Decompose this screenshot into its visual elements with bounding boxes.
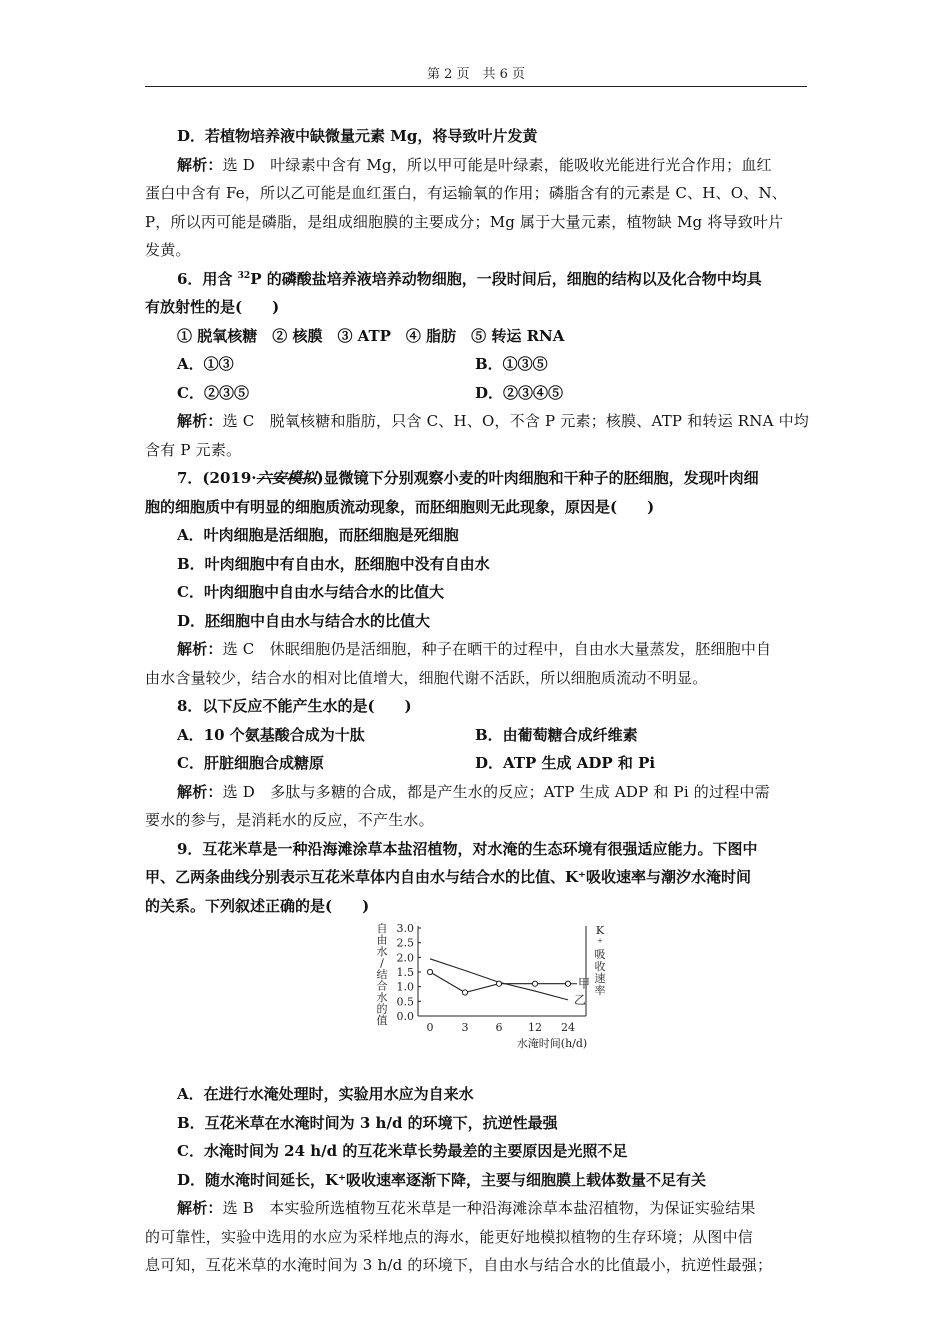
q9-stem-line-2: 甲、乙两条曲线分别表示互花米草体内自由水与结合水的比值、K⁺吸收速率与潮汐水淹时间 — [145, 868, 751, 886]
y-axis-label-char: 合 — [376, 979, 388, 993]
series-jia-point — [427, 969, 432, 974]
q8-option-c: C．肝脏细胞合成糖原 — [177, 754, 324, 772]
q9-option-a: A．在进行水淹处理时，实验用水应为自来水 — [177, 1085, 474, 1103]
y-axis-label-char: 值 — [376, 1014, 388, 1027]
q8-option-d: D．ATP 生成 ADP 和 Pi — [475, 754, 656, 772]
q7-analysis-line-2: 由水含量较少，结合水的相对比值增大，细胞代谢不活跃，所以细胞质流动不明显。 — [145, 668, 708, 687]
q7-analysis-line-1: 解析：选 C 休眠细胞仍是活细胞，种子在晒干的过程中，自由水大量蒸发，胚细胞中自 — [177, 640, 772, 658]
analysis-label: 解析： — [177, 640, 223, 658]
q6-option-b: B．①③⑤ — [475, 355, 548, 373]
y-axis-right-label-char: ⁺ — [597, 936, 603, 949]
q6-option-d: D．②③④⑤ — [475, 383, 564, 402]
y-axis-right-label-char: 速 — [594, 972, 606, 985]
y-axis-label-char: / — [380, 956, 384, 970]
analysis-label: 解析： — [177, 1199, 223, 1217]
q7-option-b: B．叶肉细胞中有自由水，胚细胞中没有自由水 — [177, 554, 490, 573]
q9-analysis-line-2: 的可靠性，实验中选用的水应为采样地点的海水，能更好地模拟植物的生存环境；从图中信 — [145, 1227, 754, 1246]
q5-option-d: D．若植物培养液中缺微量元素 Mg，将导致叶片发黄 — [177, 127, 538, 145]
q9-stem-line-3: 的关系。下列叙述正确的是( ) — [145, 896, 370, 915]
y-tick-label: 0.0 — [396, 1010, 414, 1023]
y-axis-label-char: 自 — [376, 922, 388, 935]
q9-option-c: C．水淹时间为 24 h/d 的互花米草长势最差的主要原因是光照不足 — [177, 1142, 628, 1160]
q8-analysis-line-1: 解析：选 D 多肽与多糖的合成，都是产生水的反应；ATP 生成 ADP 和 Pi 的过程中需 — [177, 782, 770, 801]
y-tick-label: 0.5 — [396, 995, 414, 1009]
document-body — [145, 122, 807, 1280]
y-axis-label-char: 的 — [376, 1002, 388, 1016]
x-tick-label: 24 — [561, 1021, 575, 1034]
y-tick-label: 2.0 — [396, 951, 414, 965]
x-tick-label: 12 — [528, 1021, 542, 1034]
q7-stem-line-2: 胞的细胞质中有明显的细胞质流动现象，而胚细胞则无此现象，原因是( ) — [145, 497, 655, 516]
y-axis-label-char: 水 — [376, 945, 388, 958]
q7-source: 六安模拟 — [256, 469, 317, 487]
analysis-label: 解析： — [177, 412, 223, 430]
q8-options-row-2 — [145, 749, 807, 778]
q8-option-a: A．10 个氨基酸合成为十肽 — [177, 725, 365, 744]
y-tick-label: 1.5 — [396, 966, 414, 979]
q9-stem-line-1: 9．互花米草是一种沿海滩涂草本盐沼植物，对水淹的生态环境有很强适应能力。下图中 — [177, 839, 758, 858]
y-axis-label-char: 水 — [376, 991, 388, 1004]
q6-options-row-2 — [145, 379, 807, 408]
analysis-label: 解析： — [177, 782, 223, 801]
y-tick-label: 1.0 — [396, 980, 414, 994]
series-jia-point — [496, 981, 501, 986]
page-number: 第 2 页 共 6 页 — [426, 67, 526, 82]
q6-analysis-line-1: 解析：选 C 脱氧核糖和脂肪，只含 C、H、O，不含 P 元素；核膜、ATP 和转运 RNA 中均 — [177, 412, 809, 430]
q8-analysis-line-2: 要水的参与，是消耗水的反应，不产生水。 — [145, 811, 434, 829]
series-jia-point — [565, 981, 570, 986]
q7-option-a: A．叶肉细胞是活细胞，而胚细胞是死细胞 — [177, 526, 459, 544]
series-jia-point — [532, 981, 537, 986]
q9-analysis-line-3: 息可知，互花米草的水淹时间为 3 h/d 的环境下，自由水与结合水的比值最小，抗逆性最强； — [145, 1256, 773, 1274]
q6-option-a: A．①③ — [177, 355, 234, 373]
q6-stem-line-2: 有放射性的是( ) — [145, 298, 280, 316]
x-tick-label: 6 — [495, 1021, 503, 1034]
x-tick-label: 3 — [461, 1021, 469, 1034]
y-axis-right-label-char: 收 — [594, 960, 606, 973]
q7-stem-line-1: 7．(2019·六安模拟)显微镜下分别观察小麦的叶肉细胞和干种子的胚细胞，发现叶肉细 — [177, 469, 759, 487]
x-tick-label: 0 — [426, 1021, 434, 1034]
series-jia-point — [462, 990, 467, 995]
q6-stem-line-1: 6．用含 $^{32}$P 的磷酸盐培养液培养动物细胞，一段时间后，细胞的结构以及化合物中均具 — [177, 269, 762, 288]
q6-options-row-1 — [145, 350, 807, 379]
y-axis-right-label-char: K — [595, 924, 605, 937]
q6-items: ① 脱氧核糖 ② 核膜 ③ ATP ④ 脂肪 ⑤ 转运 RNA — [177, 326, 565, 345]
q5-analysis-line-3: P，所以丙可能是磷脂，是组成细胞膜的主要成分；Mg 属于大量元素，植物缺 Mg 将导致叶片 — [145, 212, 784, 231]
q8-option-b: B．由葡萄糖合成纤维素 — [475, 725, 638, 744]
series-yi-line — [430, 959, 568, 1000]
line-chart — [145, 920, 807, 1080]
x-axis-label: 水淹时间(h/d) — [516, 1037, 588, 1050]
q9-analysis-line-1: 解析：选 B 本实验所选植物互花米草是一种沿海滩涂草本盐沼植物，为保证实验结果 — [177, 1199, 756, 1217]
y-tick-label: 2.5 — [396, 936, 414, 950]
series-yi-label: 乙 — [574, 992, 587, 1007]
q8-options-row-1 — [145, 721, 807, 750]
q9-option-d: D．随水淹时间延长，K⁺吸收速率逐渐下降，主要与细胞膜上载体数量不足有关 — [177, 1170, 706, 1189]
q9-option-b: B．互花米草在水淹时间为 3 h/d 的环境下，抗逆性最强 — [177, 1113, 558, 1132]
q7-option-d: D．胚细胞中自由水与结合水的比值大 — [177, 611, 431, 630]
y-axis-label-char: 结 — [376, 968, 388, 981]
y-axis-label-char: 由 — [376, 933, 388, 947]
q5-analysis-line-1: 解析：选 D 叶绿素中含有 Mg，所以甲可能是叶绿素，能吸收光能进行光合作用；血红 — [177, 155, 772, 174]
q8-stem: 8．以下反应不能产生水的是( ) — [177, 697, 412, 715]
page-header — [145, 64, 807, 87]
q6-option-c: C．②③⑤ — [177, 383, 249, 402]
y-tick-label: 3.0 — [396, 922, 414, 935]
chart-container — [145, 920, 807, 1080]
series-jia-label: 甲 — [578, 976, 591, 991]
q5-analysis-line-2: 蛋白中含有 Fe，所以乙可能是血红蛋白，有运输氧的作用；磷脂含有的元素是 C、H、O、N、 — [145, 184, 787, 202]
y-axis-right-label-char: 率 — [594, 984, 606, 997]
q7-option-c: C．叶肉细胞中自由水与结合水的比值大 — [177, 583, 444, 601]
q6-analysis-line-2: 含有 P 元素。 — [145, 440, 242, 459]
y-axis-right-label-char: 吸 — [594, 948, 606, 961]
analysis-label: 解析： — [177, 155, 223, 174]
q5-analysis-line-4: 发黄。 — [145, 241, 191, 259]
isotope-superscript: 32 — [237, 270, 251, 281]
